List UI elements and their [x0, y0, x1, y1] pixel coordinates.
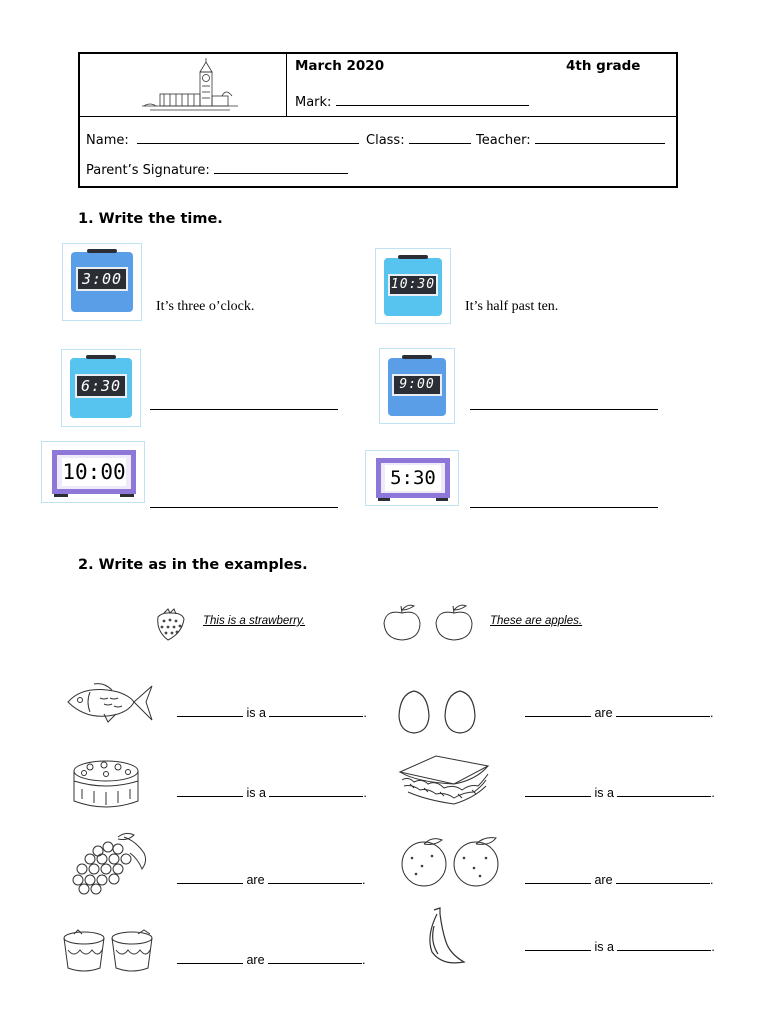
connector-word: is a: [246, 786, 266, 800]
section2-title: 2. Write as in the examples.: [78, 557, 308, 573]
cake-icon: [70, 757, 142, 813]
blank-object[interactable]: [617, 786, 711, 797]
row2-left-fill[interactable]: is a .: [177, 786, 367, 800]
connector-word: is a: [246, 706, 266, 720]
mark-blank[interactable]: [336, 93, 529, 106]
mark-field[interactable]: [295, 93, 529, 110]
signature-blank[interactable]: [214, 161, 348, 174]
clock-top-button: [402, 355, 432, 359]
row4-left-fill[interactable]: are .: [177, 953, 366, 967]
blank-object[interactable]: [268, 873, 362, 884]
row3-left-fill[interactable]: are .: [177, 873, 366, 887]
class-label: Class:: [366, 133, 405, 148]
strawberry-icon: [152, 607, 188, 643]
clock-3: [61, 349, 141, 427]
blank-subject[interactable]: [525, 940, 591, 951]
section1-title: 1. Write the time.: [78, 211, 223, 227]
answer-line-4[interactable]: [470, 409, 658, 410]
clock-display: 6:30: [75, 374, 127, 398]
banana-icon: [420, 906, 468, 968]
clock-display: 5:30: [385, 465, 441, 491]
grapes-icon: [68, 829, 156, 895]
example-apples: These are apples.: [490, 615, 583, 627]
big-ben-logo: [140, 58, 240, 114]
header-divider-horizontal: [80, 116, 676, 117]
clock-display: 3:00: [76, 267, 128, 291]
answer-2[interactable]: It’s half past ten.: [465, 299, 559, 314]
clock-display: 9:00: [392, 374, 442, 396]
connector-word: are: [246, 953, 265, 967]
clock-2: [375, 248, 451, 324]
row1-left-fill[interactable]: is a .: [177, 706, 367, 720]
connector-word: are: [246, 873, 265, 887]
class-field[interactable]: [366, 131, 471, 148]
blank-object[interactable]: [268, 953, 362, 964]
blank-subject[interactable]: [525, 786, 591, 797]
date-label: March 2020: [295, 58, 385, 74]
teacher-field[interactable]: [476, 131, 665, 148]
clock-foot-left: [54, 494, 68, 497]
row4-right-fill[interactable]: is a .: [525, 940, 715, 954]
mark-label: Mark:: [295, 95, 332, 110]
name-blank[interactable]: [137, 131, 359, 144]
blank-subject[interactable]: [177, 873, 243, 884]
connector-word: are: [594, 706, 613, 720]
answer-line-6[interactable]: [470, 507, 658, 508]
apples-icon: [380, 603, 480, 643]
row1-right-fill[interactable]: are .: [525, 706, 714, 720]
oranges-icon: [398, 836, 512, 888]
clock-foot-right: [120, 494, 134, 497]
blank-subject[interactable]: [525, 706, 591, 717]
header-box: [78, 52, 678, 188]
clock-5: [41, 441, 145, 503]
blank-object[interactable]: [269, 706, 363, 717]
header-divider-vertical: [286, 54, 287, 116]
blank-object[interactable]: [269, 786, 363, 797]
teacher-label: Teacher:: [476, 133, 531, 148]
row3-right-fill[interactable]: are .: [525, 873, 714, 887]
eggs-icon: [396, 688, 482, 736]
clock-foot-left: [378, 498, 390, 501]
answer-line-5[interactable]: [150, 507, 338, 508]
blank-object[interactable]: [616, 706, 710, 717]
name-label: Name:: [86, 133, 129, 148]
connector-word: is a: [594, 786, 614, 800]
clock-top-button: [398, 255, 428, 259]
fish-icon: [64, 680, 156, 726]
sandwich-icon: [396, 752, 492, 808]
connector-word: is a: [594, 940, 614, 954]
clock-6: [365, 450, 459, 506]
blank-subject[interactable]: [177, 786, 243, 797]
row2-right-fill[interactable]: is a .: [525, 786, 715, 800]
clock-1: [62, 243, 142, 321]
clock-display: 10:00: [62, 460, 126, 484]
blank-subject[interactable]: [177, 953, 243, 964]
clock-foot-right: [436, 498, 448, 501]
signature-label: Parent’s Signature:: [86, 163, 210, 178]
teacher-blank[interactable]: [535, 131, 665, 144]
answer-line-3[interactable]: [150, 409, 338, 410]
clock-top-button: [86, 355, 116, 359]
clock-4: [379, 348, 455, 424]
signature-field[interactable]: [86, 161, 348, 178]
connector-word: are: [594, 873, 613, 887]
example-strawberry: This is a strawberry.: [203, 615, 306, 627]
blank-object[interactable]: [616, 873, 710, 884]
grade-label: 4th grade: [566, 58, 641, 74]
blank-subject[interactable]: [177, 706, 243, 717]
answer-1[interactable]: It’s three o’clock.: [156, 299, 255, 314]
blank-subject[interactable]: [525, 873, 591, 884]
clock-display: 10:30: [388, 274, 438, 296]
blank-object[interactable]: [617, 940, 711, 951]
clock-top-button: [87, 249, 117, 253]
yogurts-icon: [60, 928, 160, 976]
name-field[interactable]: [86, 131, 359, 148]
class-blank[interactable]: [409, 131, 471, 144]
